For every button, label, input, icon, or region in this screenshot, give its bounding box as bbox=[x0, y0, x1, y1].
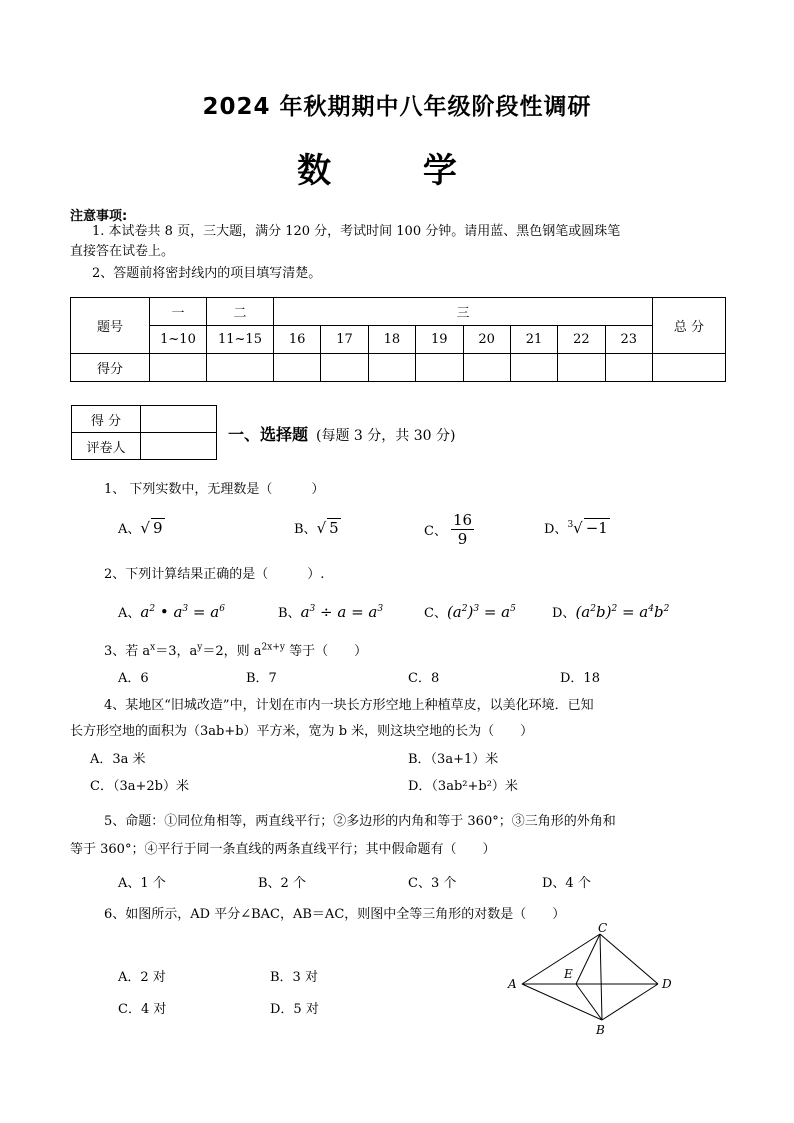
score-table-q20: 20 bbox=[463, 326, 510, 354]
score-cell[interactable] bbox=[368, 354, 415, 382]
score-cell[interactable] bbox=[150, 354, 207, 382]
question-2-stem: 2、下列计算结果正确的是（ ）. bbox=[104, 567, 325, 582]
label-c: C bbox=[598, 922, 608, 935]
score-cell[interactable] bbox=[605, 354, 652, 382]
notes-heading: 注意事项: bbox=[70, 209, 128, 224]
question-2-option-b[interactable]: B、$a^3 \div a = a^3$ bbox=[278, 603, 384, 621]
score-cell[interactable] bbox=[321, 354, 368, 382]
geometry-figure bbox=[500, 922, 690, 1042]
score-table bbox=[70, 297, 726, 382]
question-4-stem-line-2: 长方形空地的面积为（3ab+b）平方米，宽为 b 米，则这块空地的长为（ ） bbox=[70, 724, 534, 739]
segment-cd bbox=[600, 934, 658, 984]
question-6-option-c[interactable]: C．4 对 bbox=[118, 1002, 167, 1017]
question-5-option-a[interactable]: A、1 个 bbox=[118, 876, 166, 891]
question-4-option-a[interactable]: A．3a 米 bbox=[90, 752, 146, 767]
segment-cb bbox=[600, 934, 602, 1020]
question-6-option-b[interactable]: B．3 对 bbox=[270, 970, 318, 985]
question-3-option-d[interactable]: D．18 bbox=[560, 671, 600, 686]
label-d: D bbox=[662, 977, 672, 991]
question-1-stem: 1、 下列实数中，无理数是（ ） bbox=[104, 482, 325, 497]
question-1-option-b[interactable]: B、√ 5 bbox=[294, 519, 339, 537]
question-5-option-c[interactable]: C、3 个 bbox=[408, 876, 457, 891]
score-cell[interactable] bbox=[558, 354, 605, 382]
score-table-section-3: 三 bbox=[274, 298, 653, 326]
label-a: A bbox=[508, 977, 517, 991]
question-5-stem-line-2: 等于 360°；④平行于同一条直线的两条直线平行；其中假命题有（ ） bbox=[70, 842, 496, 857]
rater-score-label: 得 分 bbox=[72, 406, 141, 433]
question-5-option-d[interactable]: D、4 个 bbox=[542, 876, 591, 891]
question-1-option-c[interactable]: C、 $\frac{16}{9}$ bbox=[424, 511, 473, 548]
section-1-title: 一、选择题 bbox=[228, 425, 309, 444]
question-3-stem: 3、若 $a^x=3$，$a^y=2$，则 $a^{2x+y}$ 等于（ ） bbox=[104, 642, 368, 659]
rater-name-label: 评卷人 bbox=[72, 433, 141, 460]
question-6-stem: 6、如图所示，AD 平分∠BAC，AB＝AC，则图中全等三角形的对数是（ ） bbox=[104, 907, 566, 922]
question-4-option-b[interactable]: B．（3a+1）米 bbox=[408, 752, 499, 767]
score-cell[interactable] bbox=[416, 354, 463, 382]
question-4-option-d[interactable]: D．（3ab²+b²）米 bbox=[408, 779, 518, 794]
question-1-option-a[interactable]: A、√ 9 bbox=[118, 519, 163, 537]
label-b: B bbox=[596, 1023, 605, 1037]
score-table-q22: 22 bbox=[558, 326, 605, 354]
score-table-q18: 18 bbox=[368, 326, 415, 354]
question-3-option-b[interactable]: B．7 bbox=[246, 671, 277, 686]
question-4-stem-line-1: 4、某地区“旧城改造”中，计划在市内一块长方形空地上种植草皮，以美化环境．已知 bbox=[104, 698, 594, 713]
note-item-2: 2、答题前将密封线内的项目填写清楚。 bbox=[92, 266, 322, 281]
question-6-option-a[interactable]: A．2 对 bbox=[118, 970, 166, 985]
exam-title: 2024 年秋期期中八年级阶段性调研 bbox=[202, 94, 592, 120]
section-1-subtitle: (每题 3 分，共 30 分) bbox=[316, 428, 456, 444]
rater-name-cell[interactable] bbox=[141, 433, 217, 460]
rater-score-cell[interactable] bbox=[141, 406, 217, 433]
score-table-section-2: 二 bbox=[207, 298, 274, 326]
note-item-1: 1. 本试卷共 8 页，三大题，满分 120 分，考试时间 100 分钟。请用蓝、黑色钢笔或圆珠笔 bbox=[92, 224, 621, 239]
question-5-option-b[interactable]: B、2 个 bbox=[258, 876, 306, 891]
question-5-stem-line-1: 5、命题：①同位角相等，两直线平行；②多边形的内角和等于 360°；③三角形的外角和 bbox=[104, 814, 616, 829]
score-table-total-label: 总 分 bbox=[653, 298, 726, 354]
segment-bd bbox=[602, 984, 658, 1020]
score-table-q23: 23 bbox=[605, 326, 652, 354]
question-2-option-d[interactable]: D、$(a^2b)^2 = a^4b^2$ bbox=[552, 603, 670, 621]
score-cell[interactable] bbox=[463, 354, 510, 382]
question-3-option-c[interactable]: C．8 bbox=[408, 671, 440, 686]
score-cell[interactable] bbox=[207, 354, 274, 382]
note-item-1-cont: 直接答在试卷上。 bbox=[70, 244, 175, 259]
question-4-option-c[interactable]: C．（3a+2b）米 bbox=[90, 779, 189, 794]
question-2-option-a[interactable]: A、$a^2$ • $a^3 = a^6$ bbox=[118, 603, 225, 621]
score-cell[interactable] bbox=[510, 354, 557, 382]
exam-subject: 数 学 bbox=[297, 151, 497, 191]
question-1-option-d[interactable]: D、$^3$√ −1 bbox=[544, 519, 608, 537]
score-table-q16: 16 bbox=[274, 326, 321, 354]
score-cell[interactable] bbox=[274, 354, 321, 382]
score-table-score-label: 得分 bbox=[71, 354, 150, 382]
score-cell[interactable] bbox=[653, 354, 726, 382]
question-2-option-c[interactable]: C、$(a^2)^3 = a^5$ bbox=[424, 603, 516, 621]
label-e: E bbox=[564, 967, 573, 981]
section-1-heading bbox=[228, 422, 455, 445]
score-table-q17: 17 bbox=[321, 326, 368, 354]
segment-ab bbox=[522, 984, 602, 1020]
score-table-range-2: 11~15 bbox=[207, 326, 274, 354]
score-table-q21: 21 bbox=[510, 326, 557, 354]
score-table-section-1: 一 bbox=[150, 298, 207, 326]
question-6-option-d[interactable]: D．5 对 bbox=[270, 1002, 319, 1017]
score-table-range-1: 1~10 bbox=[150, 326, 207, 354]
question-3-option-a[interactable]: A．6 bbox=[118, 671, 149, 686]
score-table-q19: 19 bbox=[416, 326, 463, 354]
rater-box bbox=[71, 405, 217, 460]
score-table-number-label: 题号 bbox=[71, 298, 150, 354]
